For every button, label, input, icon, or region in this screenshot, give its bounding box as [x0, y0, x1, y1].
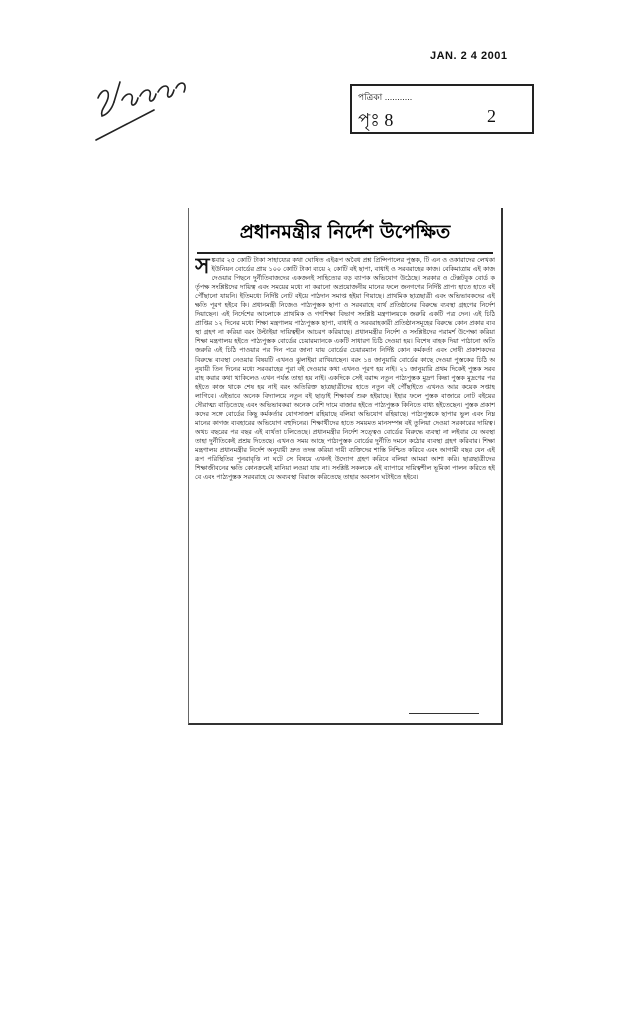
article-headline: প্রধানমন্ত্রীর নির্দেশ উপেক্ষিত: [239, 221, 451, 243]
date-stamp: JAN. 2 4 2001: [430, 50, 508, 62]
clipping-label-box: [350, 84, 534, 134]
page-prefix: পৃঃ: [358, 110, 380, 130]
newspaper-label: পত্রিকা ...........: [358, 92, 413, 102]
article-body: [195, 256, 495, 714]
handwritten-note: [92, 62, 202, 142]
headline-divider: [197, 252, 493, 254]
page-number: 8: [384, 110, 394, 130]
article-body-text: ঙ্কবার ২৫ কোটি টাকা সাহায্যের কথা ঘোষিত এইরূপ অবৈধ প্রশ্ন প্রিন্সিপালের পুস্তক, টি এন ও ওকারাদের লেখকা ইউনিয়ন বোর্ডের প্রায় ১০০ কোটি টাকা ব্যয়ে ২ কোটি বই ছাপা, বাধাই ও সরবরাহের কাজ। বেকিমাত্রায় এই কাজ দেওয়ার পিছনে দুর্নীতিবাজদের একজনই সাহিত্যের বড় ব্যাপক অভিযোগ উঠেছে। সরকার ও টেক্সটবুক বোর্ড কর্তৃপক্ষ সংশ্লিষ্টদের দায়িত্ব এবং সময়ের মধ্যে না করানো অপ্রয়োজনীয় মানের ফলে জনগণের নির্দিষ্ট প্রাপ্য হাতে হাতে বই পৌঁছানো যায়নি। ইতিমধ্যে নির্দিষ্ট নোট বইয়ে পাঠদান সমাপ্ত হইয়া গিয়াছে। প্রাথমিক ছাত্রছাত্রী এবং অভিভাবকদের এই ক্ষতি পূরণ হইবে কি। প্রধানমন্ত্রী নিজেও পাঠ্যপুস্তক ছাপা ও সরবরাহে ব্যর্থ প্রতিষ্ঠানের বিরুদ্ধে ব্যবস্থা গ্রহণের নির্দেশ দিয়াছেন। এই নির্দেশের আলোকে প্রাথমিক ও গণশিক্ষা বিভাগ সংশ্লিষ্ট মন্ত্রণালয়কে জরুরি একটি পত্র দেন। এই চিঠি প্রাপ্তির ১২ দিনের মধ্যে শিক্ষা মন্ত্রণালয় পাঠ্যপুস্তক ছাপা, বাধাই ও সরবরাহকারী প্রতিষ্ঠানসমূহের বিরুদ্ধে কোন প্রকার ব্যবস্থা গ্রহণ না করিয়া বরং উল্টাইয়া দায়িত্বহীন আচরণ করিয়াছে। প্রধানমন্ত্রীর নির্দেশ ও সংশ্লিষ্টদের পরামর্শ উপেক্ষা করিয়া শিক্ষা মন্ত্রণালয় হইতে পাঠ্যপুস্তক বোর্ডের চেয়ারম্যানকে একটি সাধারণ চিঠি দেওয়া হয়। বিশেষ বাহক দিয়া পাঠানো অতি জরুরি এই চিঠি পাওয়ার পর দিন পরে জানা যায় বোর্ডের চেয়ারম্যান নির্দিষ্ট কোন কর্মকর্তা এবং দোষী প্রকাশকদের বিরুদ্ধে ব্যবস্থা নেওয়ার বিষয়টি এখনও ঝুলাইয়া রাখিয়াছেন। বরং ১৪ জানুয়ারি বোর্ডের কাছে দেওয়া পুস্তকের চিঠি অনুযায়ী তিন দিনের মধ্যে সরবরাহের পুরা বই দেওয়ার কথা এখনও পূরণ হয় নাই। ২১ জানুয়ারি প্রথম দিকেই পুস্তক সরবরাহ করার কথা থাকিলেও এখন পর্যন্ত তাহা হয় নাই। একদিকে সেই বরাদ্দ নতুন পাঠ্যপুস্তক মুদ্রণ কিন্তা পুস্তক মুদ্রণের পর হইতে কাজ থাকে শেষ হয় নাই বরং অতিরিক্ত ছাত্রছাত্রীদের হাতে নতুন বই পৌঁছাইতে এখনও আর কয়েক সপ্তাহ লাগিবে। এইভাবে অনেক বিদ্যালয়ে নতুন বই ছাড়াই শিক্ষাবর্ষ শুরু হইয়াছে। ইহার ফলে পুস্তক বাজারে নোট বইয়ের দৌরাত্ম্য বাড়িতেছে এবং অভিভাবকরা অনেক বেশি দামে বাজার হইতে পাঠ্যপুস্তক কিনিতে বাধ্য হইতেছেন। পুস্তক প্রকাশকদের সঙ্গে বোর্ডের কিছু কর্মকর্তার যোগসাজশ রহিয়াছে বলিয়া অভিযোগ রহিয়াছে। পাঠ্যপুস্তকে ছাপার ভুল এবং নিম্নমানের কাগজ ব্যবহারের অভিযোগ বহুদিনের। শিক্ষার্থীদের হাতে সময়মত মানসম্পন্ন বই তুলিয়া দেওয়া সরকারের দায়িত্ব। অথচ বছরের পর বছর এই ব্যর্থতা চলিতেছে। প্রধানমন্ত্রীর নির্দেশ সত্ত্বেও বোর্ডের বিরুদ্ধে ব্যবস্থা না লইবার যে অবস্থা তাহা দুর্নীতিকেই প্রশ্রয় দিতেছে। এখনও সময় আছে পাঠ্যপুস্তক বোর্ডের দুর্নীতি দমনে কঠোর ব্যবস্থা গ্রহণ করিবার। শিক্ষা মন্ত্রণালয় প্রধানমন্ত্রীর নির্দেশ অনুযায়ী দ্রুত তদন্ত করিয়া দায়ী ব্যক্তিদের শাস্তি নিশ্চিত করিবে এবং আগামী বছর যেন এইরূপ পরিস্থিতির পুনরাবৃত্তি না ঘটে সে বিষয়ে এখনই উদ্যোগ গ্রহণ করিবে বলিয়া আমরা আশা করি। ছাত্রছাত্রীদের শিক্ষাজীবনের ক্ষতি কোনক্রমেই মানিয়া লওয়া যায় না। সংশ্লিষ্ট সকলকে এই ব্যাপারে দায়িত্বশীল ভূমিকা পালন করিতে হইবে এবং পাঠ্যপুস্তক সরবরাহে যে অব্যবস্থা বিরাজ করিতেছে তাহার অবসান ঘটাইতে হইবে।: [195, 256, 495, 482]
article-dropcap: স: [195, 256, 210, 279]
newspaper-clipping: [188, 208, 503, 725]
article-end-rule: [409, 713, 479, 714]
page-extra: 2: [487, 106, 496, 126]
